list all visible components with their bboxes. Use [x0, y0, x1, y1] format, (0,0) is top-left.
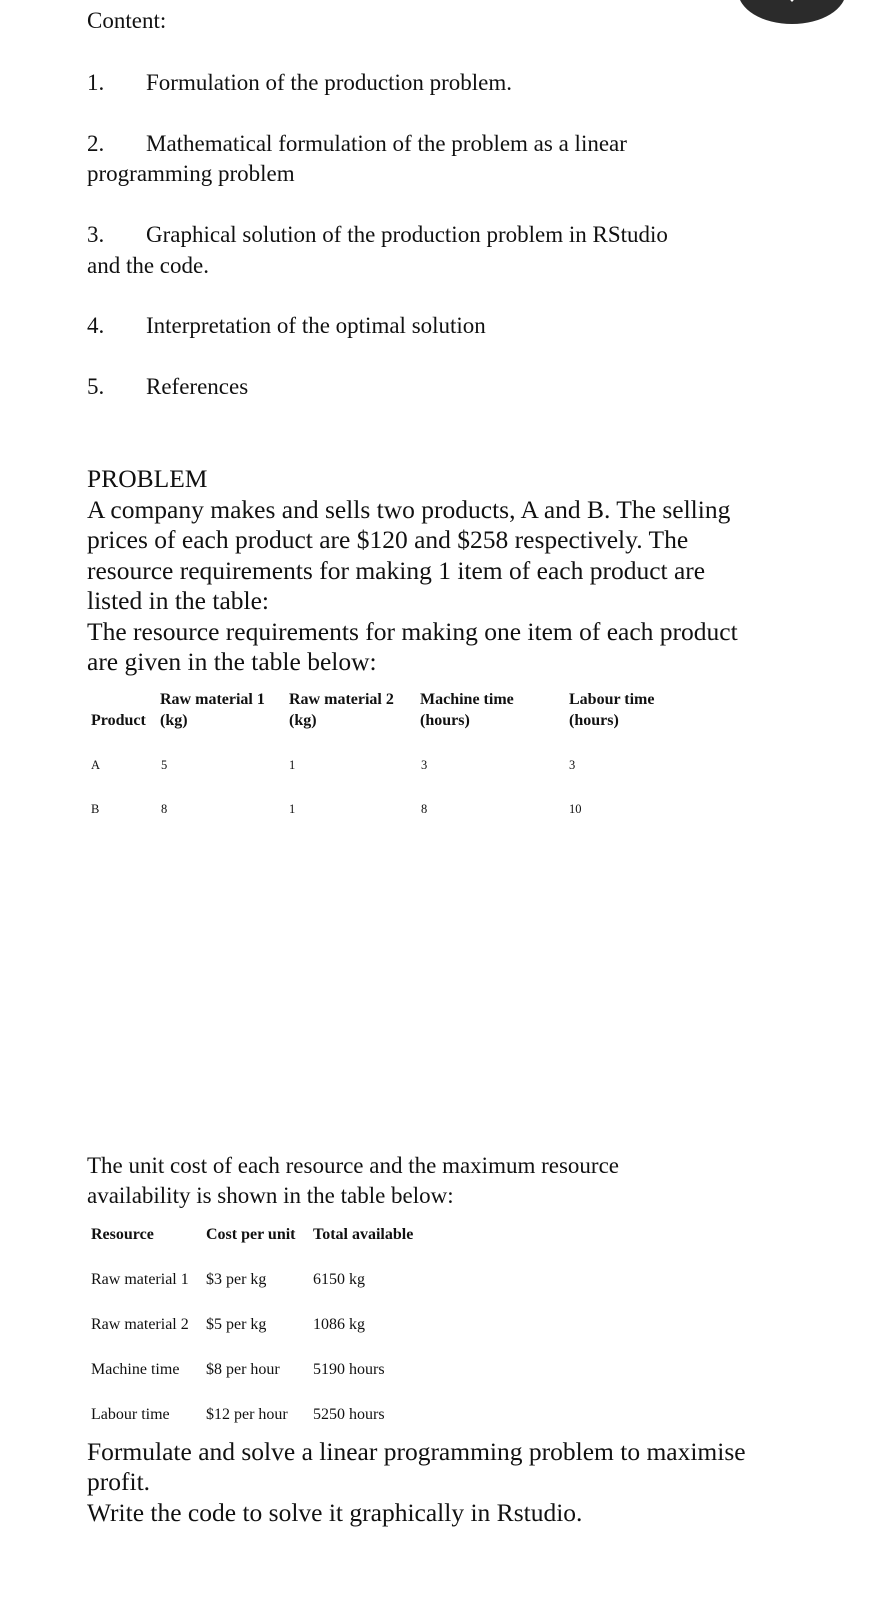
table-cell-raw2: 1 — [289, 802, 296, 816]
table-cell-labour: 10 — [569, 802, 582, 816]
closing-line: Formulate and solve a linear programming problem to maximise — [87, 1437, 746, 1466]
problem-line: resource requirements for making 1 item of each product are — [87, 556, 706, 585]
cost-cell-cost: $8 per hour — [206, 1361, 280, 1378]
toc-item-3-continued: and the code. — [87, 253, 209, 278]
problem-heading: PROBLEM — [87, 464, 208, 493]
cost-cell-resource: Raw material 2 — [91, 1316, 189, 1333]
header-labour-time: Labour time — [569, 691, 655, 708]
toc-item-1: Formulation of the production problem. — [146, 70, 513, 95]
table-cell-raw2: 1 — [289, 758, 296, 772]
corner-dropdown-button[interactable] — [738, 0, 846, 24]
chevron-down-icon — [768, 0, 816, 6]
toc-item-3: Graphical solution of the production problem in RStudio — [146, 222, 668, 247]
header-product: Product — [91, 712, 146, 729]
header-raw-material-1: Raw material 1 — [160, 691, 265, 708]
toc-item-2-continued: programming problem — [87, 161, 295, 186]
table-cell-product: B — [91, 802, 100, 816]
header-labour-time-unit: (hours) — [569, 712, 619, 729]
closing-line: Write the code to solve it graphically in Rstudio. — [87, 1498, 583, 1527]
cost-cell-total: 5190 hours — [313, 1361, 385, 1378]
header-resource: Resource — [91, 1226, 154, 1243]
toc-item-2: Mathematical formulation of the problem as a linear — [146, 131, 627, 156]
cost-cell-cost: $3 per kg — [206, 1271, 267, 1288]
toc-number-5: 5. — [87, 374, 105, 399]
cost-cell-total: 6150 kg — [313, 1271, 365, 1288]
cost-cell-resource: Machine time — [91, 1361, 180, 1378]
content-heading: Content: — [87, 8, 167, 33]
table-cell-labour: 3 — [569, 758, 576, 772]
cost-cell-resource: Labour time — [91, 1406, 170, 1423]
cost-cell-resource: Raw material 1 — [91, 1271, 189, 1288]
cost-intro-line: availability is shown in the table below: — [87, 1183, 454, 1208]
cost-intro-line: The unit cost of each resource and the maximum resource — [87, 1153, 619, 1178]
problem-line: The resource requirements for making one item of each product — [87, 617, 738, 646]
header-raw-material-1-unit: (kg) — [160, 712, 188, 729]
header-machine-time-unit: (hours) — [420, 712, 470, 729]
cost-cell-total: 1086 kg — [313, 1316, 365, 1333]
problem-line: prices of each product are $120 and $258 respectively. The — [87, 525, 689, 554]
header-cost-per-unit: Cost per unit — [206, 1226, 296, 1243]
table-cell-raw1: 8 — [161, 802, 168, 816]
cost-cell-cost: $12 per hour — [206, 1406, 288, 1423]
header-machine-time: Machine time — [420, 691, 514, 708]
toc-item-4: Interpretation of the optimal solution — [146, 313, 486, 338]
table-cell-raw1: 5 — [161, 758, 168, 772]
problem-line: listed in the table: — [87, 586, 269, 615]
toc-number-2: 2. — [87, 131, 105, 156]
toc-number-4: 4. — [87, 313, 105, 338]
header-raw-material-2-unit: (kg) — [289, 712, 317, 729]
problem-line: are given in the table below: — [87, 647, 377, 676]
toc-number-1: 1. — [87, 70, 105, 95]
toc-number-3: 3. — [87, 222, 105, 247]
table-cell-product: A — [91, 758, 101, 772]
header-raw-material-2: Raw material 2 — [289, 691, 394, 708]
header-total-available: Total available — [313, 1226, 414, 1243]
table-cell-machine: 3 — [421, 758, 428, 772]
cost-cell-total: 5250 hours — [313, 1406, 385, 1423]
cost-cell-cost: $5 per kg — [206, 1316, 267, 1333]
closing-line: profit. — [87, 1467, 151, 1496]
problem-line: A company makes and sells two products, A and B. The selling — [87, 495, 731, 524]
toc-item-5: References — [146, 374, 249, 399]
table-cell-machine: 8 — [421, 802, 428, 816]
